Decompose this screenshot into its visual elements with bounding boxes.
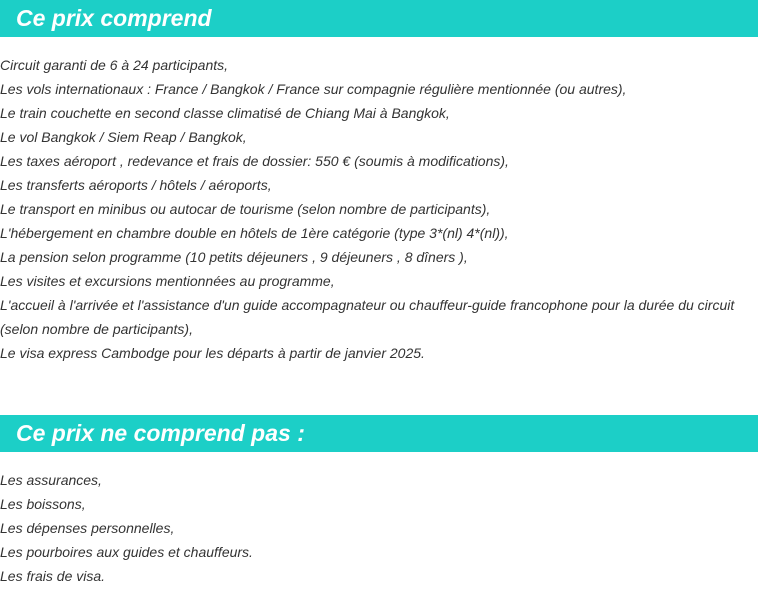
list-item: Les pourboires aux guides et chauffeurs. [0,544,253,560]
list-item: Le transport en minibus ou autocar de tourisme (selon nombre de participants), [0,201,491,217]
list-item: Les vols internationaux : France / Bangkok / France sur compagnie régulière mentionnée (ou autres), [0,81,627,97]
list-item: L'accueil à l'arrivée et l'assistance d'un guide accompagnateur ou chauffeur-guide francophone pour la durée du circuit (selon nombre de participants), [0,297,735,337]
list-item: Les dépenses personnelles, [0,520,175,536]
list-item: Les transferts aéroports / hôtels / aéroports, [0,177,272,193]
list-item: Les taxes aéroport , redevance et frais de dossier: 550 € (soumis à modifications), [0,153,509,169]
list-item: Les assurances, [0,472,102,488]
list-item: Les frais de visa. [0,568,106,584]
list-item: Les boissons, [0,496,86,512]
list-item: Le train couchette en second classe climatisé de Chiang Mai à Bangkok, [0,105,450,121]
list-item: L'hébergement en chambre double en hôtels de 1ère catégorie (type 3*(nl) 4*(nl)), [0,225,509,241]
excluded-section-title: Ce prix ne comprend pas : [0,415,758,452]
list-item: Le vol Bangkok / Siem Reap / Bangkok, [0,129,247,145]
list-item: La pension selon programme (10 petits déjeuners , 9 déjeuners , 8 dîners ), [0,249,468,265]
included-list [0,53,758,365]
list-item: Le visa express Cambodge pour les départs à partir de janvier 2025. [0,345,425,361]
list-item: Circuit garanti de 6 à 24 participants, [0,57,229,73]
list-item: Les visites et excursions mentionnées au programme, [0,273,335,289]
excluded-list [0,468,758,588]
included-section-title: Ce prix comprend [0,0,758,37]
